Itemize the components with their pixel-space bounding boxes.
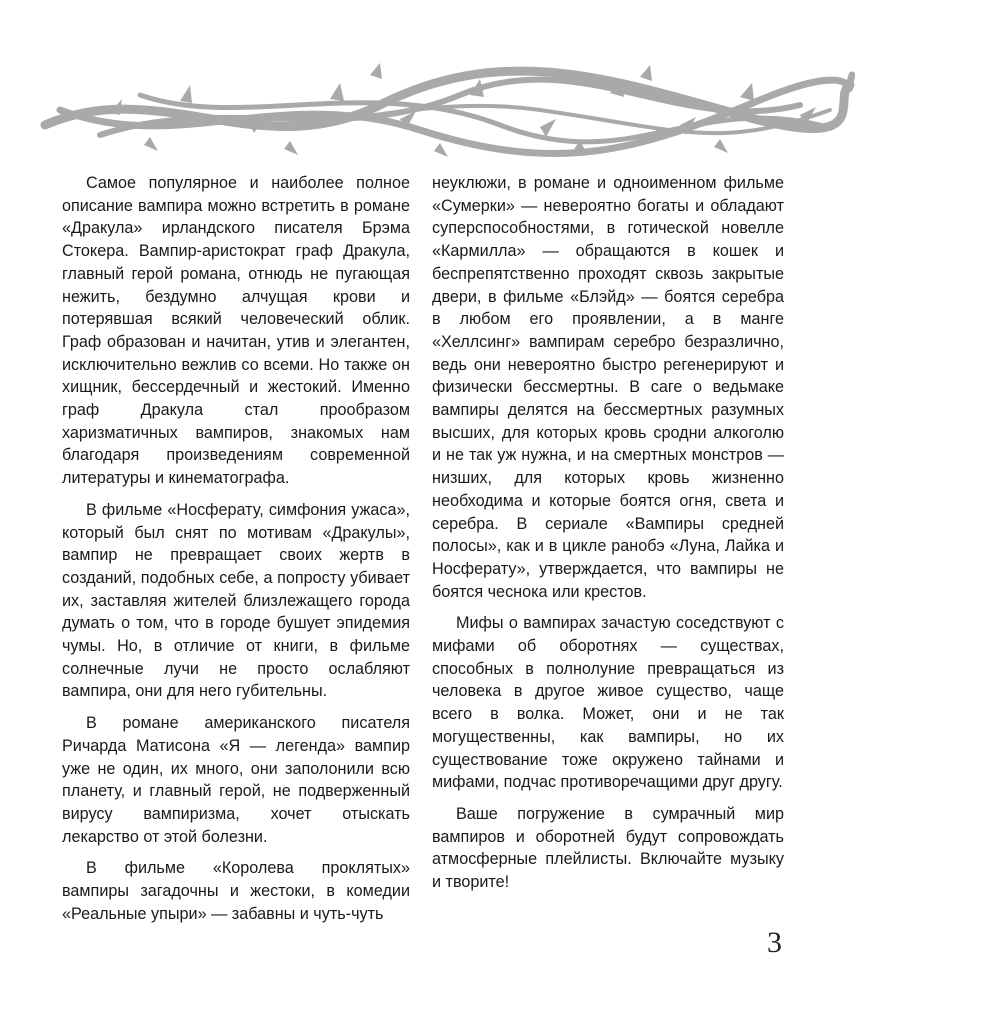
paragraph-werewolves: Мифы о вампирах зачастую соседствуют с мифами об оборотнях — существах, способных в полнолуние превращаться из человека в другое живое существо, чаще всего в волка. Может, они и не так могущественны, как вампиры, но их существование тоже окружено тайнами и мифами, подчас противоречащими друг другу. bbox=[432, 614, 784, 792]
paragraph-queen-of-the-damned: В фильме «Королева проклятых» вампиры загадочны и жестоки, в комедии «Реальные упыри» — забавны и чуть-чуть bbox=[62, 859, 410, 923]
paragraph-dracula: Самое популярное и наиболее полное описание вампира можно встретить в романе «Дракула» ирландского писателя Брэма Стокера. Вампир-аристократ граф Дракула, главный герой романа, отнюдь не пугающая нежить, бездумно алчущая крови и потерявшая всякий человеческий облик. Граф образован и начитан, утив и элегантен, исключительно вежлив со всеми. Но также он хищник, бессердечный и жестокий. Именно граф Дракула стал прообразом харизматичных вампиров, знакомых нам благодаря произведениям современной литературы и кинематографа. bbox=[62, 174, 410, 488]
right-text-column bbox=[432, 172, 784, 894]
paragraph-twilight-continuation: неуклюжи, в романе и одноименном фильме «Сумерки» — невероятно богаты и обладают суперспособностями, в готической новелле «Кармилла» — обращаются в кошек и беспрепятственно проходят сквозь закрытые двери, в фильме «Блэйд» — боятся серебра в любом его проявлении, а в манге «Хеллсинг» вампирам серебро безразлично, ведь они невероятно быстро регенерируют и физически бессмертны. В саге о ведьмаке вампиры делятся на бессмертных разумных высших, для которых кровь сродни алкоголю и не так уж нужна, и на смертных монстров — низших, для которых кровь жизненно необходима и которые боятся огня, света и серебра. В сериале «Вампиры средней полосы», как и в цикле ранобэ «Луна, Лайка и Носферату», утверждается, что вампиры не боятся чеснока или крестов. bbox=[432, 174, 784, 601]
thorn-vine-ornament-icon bbox=[40, 55, 855, 165]
paragraph-playlists: Ваше погружение в сумрачный мир вампиров и оборотней будут сопровождать атмосферные плейлисты. Включайте музыку и творите! bbox=[432, 804, 784, 892]
paragraph-i-am-legend: В романе американского писателя Ричарда Матисона «Я — легенда» вампир уже не один, их много, они заполонили всю планету, и главный герой, не подверженный вирусу вампиризма, хочет отыскать лекарство от этой болезни. bbox=[62, 714, 410, 846]
paragraph-nosferatu: В фильме «Носферату, симфония ужаса», который был снят по мотивам «Дракулы», вампир не превращает своих жертв в созданий, подобных себе, а попросту убивает их, заставляя жителей близлежащего города думать о том, что в городе бушует эпидемия чумы. Но, в отличие от книги, в фильме солнечные лучи не просто ослабляют вампира, они для него губительны. bbox=[62, 500, 410, 701]
left-text-column bbox=[62, 172, 410, 926]
page-number: 3 bbox=[767, 926, 782, 959]
